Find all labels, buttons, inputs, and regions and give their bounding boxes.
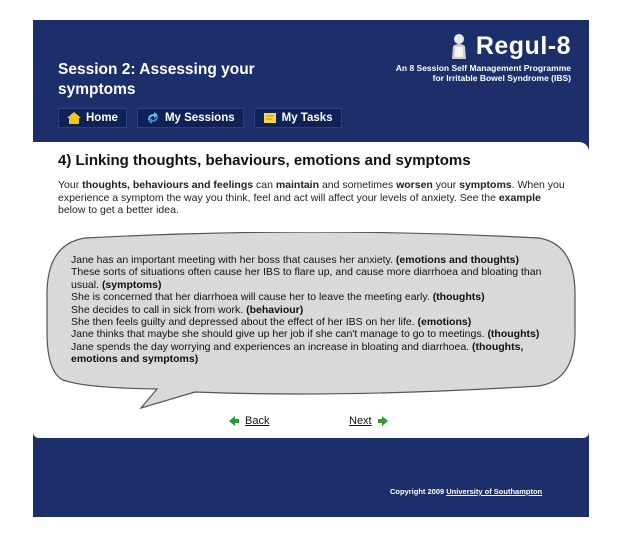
intro-emphasis: thoughts, behaviours and feelings: [82, 179, 254, 191]
story-line: [71, 254, 561, 266]
my-tasks-label: My Tasks: [281, 112, 333, 124]
person-icon: [448, 33, 470, 61]
intro-text: can: [253, 179, 276, 191]
story-tag: (behaviour): [246, 303, 304, 316]
story-line: [71, 328, 561, 340]
story-tag: (thoughts, emotions and symptoms): [71, 340, 524, 366]
session-title: Session 2: Assessing your symptoms: [58, 61, 255, 98]
story-text: Jane has an important meeting with her boss that causes her anxiety.: [71, 254, 396, 266]
next-link[interactable]: [349, 415, 388, 427]
footer: [390, 487, 542, 496]
intro-emphasis: maintain: [275, 179, 320, 191]
story-tag: (thoughts): [432, 291, 485, 304]
logo-name: Regul-8: [475, 32, 571, 60]
intro-text: . When you experience a symptom the way you think, feel and act will affect your levels of anxiety. See the: [58, 179, 565, 204]
story-line: [71, 266, 561, 291]
page-frame: [33, 20, 589, 517]
next-label: Next: [349, 415, 372, 427]
story-line: [71, 316, 561, 328]
story-text: Jane spends the day worrying and experiences an increase in bloating and diarrhoea.: [71, 340, 473, 353]
intro-emphasis: example: [498, 191, 541, 204]
my-sessions-button[interactable]: [137, 108, 244, 128]
story-text: These sorts of situations often cause her IBS to flare up, and cause more diarrhoea and bloating than usual.: [71, 266, 542, 291]
intro-text: Your: [58, 179, 83, 191]
home-button[interactable]: [58, 108, 127, 128]
copyright-text: Copyright 2009: [390, 487, 447, 496]
next-arrow-icon: [378, 416, 388, 426]
intro-emphasis: symptoms: [459, 179, 512, 191]
tagline-line1: An 8 Session Self Management Programme: [395, 63, 571, 73]
story-text: She then feels guilty and depressed about the effect of her IBS on her life.: [71, 316, 418, 329]
content-panel: [33, 142, 589, 438]
main-nav: [58, 108, 342, 128]
refresh-arrows-icon: [146, 112, 160, 124]
story-text: She is concerned that her diarrhoea will cause her to leave the meeting early.: [71, 291, 433, 304]
story-tag: (thoughts): [487, 328, 540, 341]
intro-text: and sometimes: [319, 179, 397, 191]
story-line: [71, 304, 561, 316]
my-tasks-button[interactable]: [254, 108, 342, 128]
intro-paragraph: [58, 179, 570, 217]
example-story: [71, 254, 561, 366]
page-heading: 4) Linking thoughts, behaviours, emotions and symptoms: [58, 152, 471, 169]
story-tag: (symptoms): [101, 278, 162, 291]
regul8-logo: [396, 32, 571, 83]
story-text: She decides to call in sick from work.: [71, 303, 247, 316]
back-link[interactable]: [229, 415, 269, 427]
back-label: Back: [245, 415, 270, 427]
story-text: Jane thinks that maybe she should give up her job if she can't manage to go to meetings.: [71, 328, 488, 341]
back-arrow-icon: [229, 416, 239, 426]
home-label: Home: [86, 112, 118, 124]
story-line: [71, 291, 561, 303]
tagline-line2: for Irritable Bowel Syndrome (IBS): [432, 73, 571, 83]
story-tag: (emotions and thoughts): [395, 254, 519, 266]
intro-text: your: [432, 179, 460, 191]
home-icon: [67, 112, 81, 124]
intro-text: below to get a better idea.: [58, 204, 179, 216]
university-link[interactable]: University of Southampton: [446, 487, 543, 496]
note-icon: [263, 112, 277, 124]
story-tag: (emotions): [417, 316, 472, 329]
story-line: [71, 341, 561, 366]
my-sessions-label: My Sessions: [164, 112, 235, 124]
intro-emphasis: worsen: [396, 179, 433, 191]
